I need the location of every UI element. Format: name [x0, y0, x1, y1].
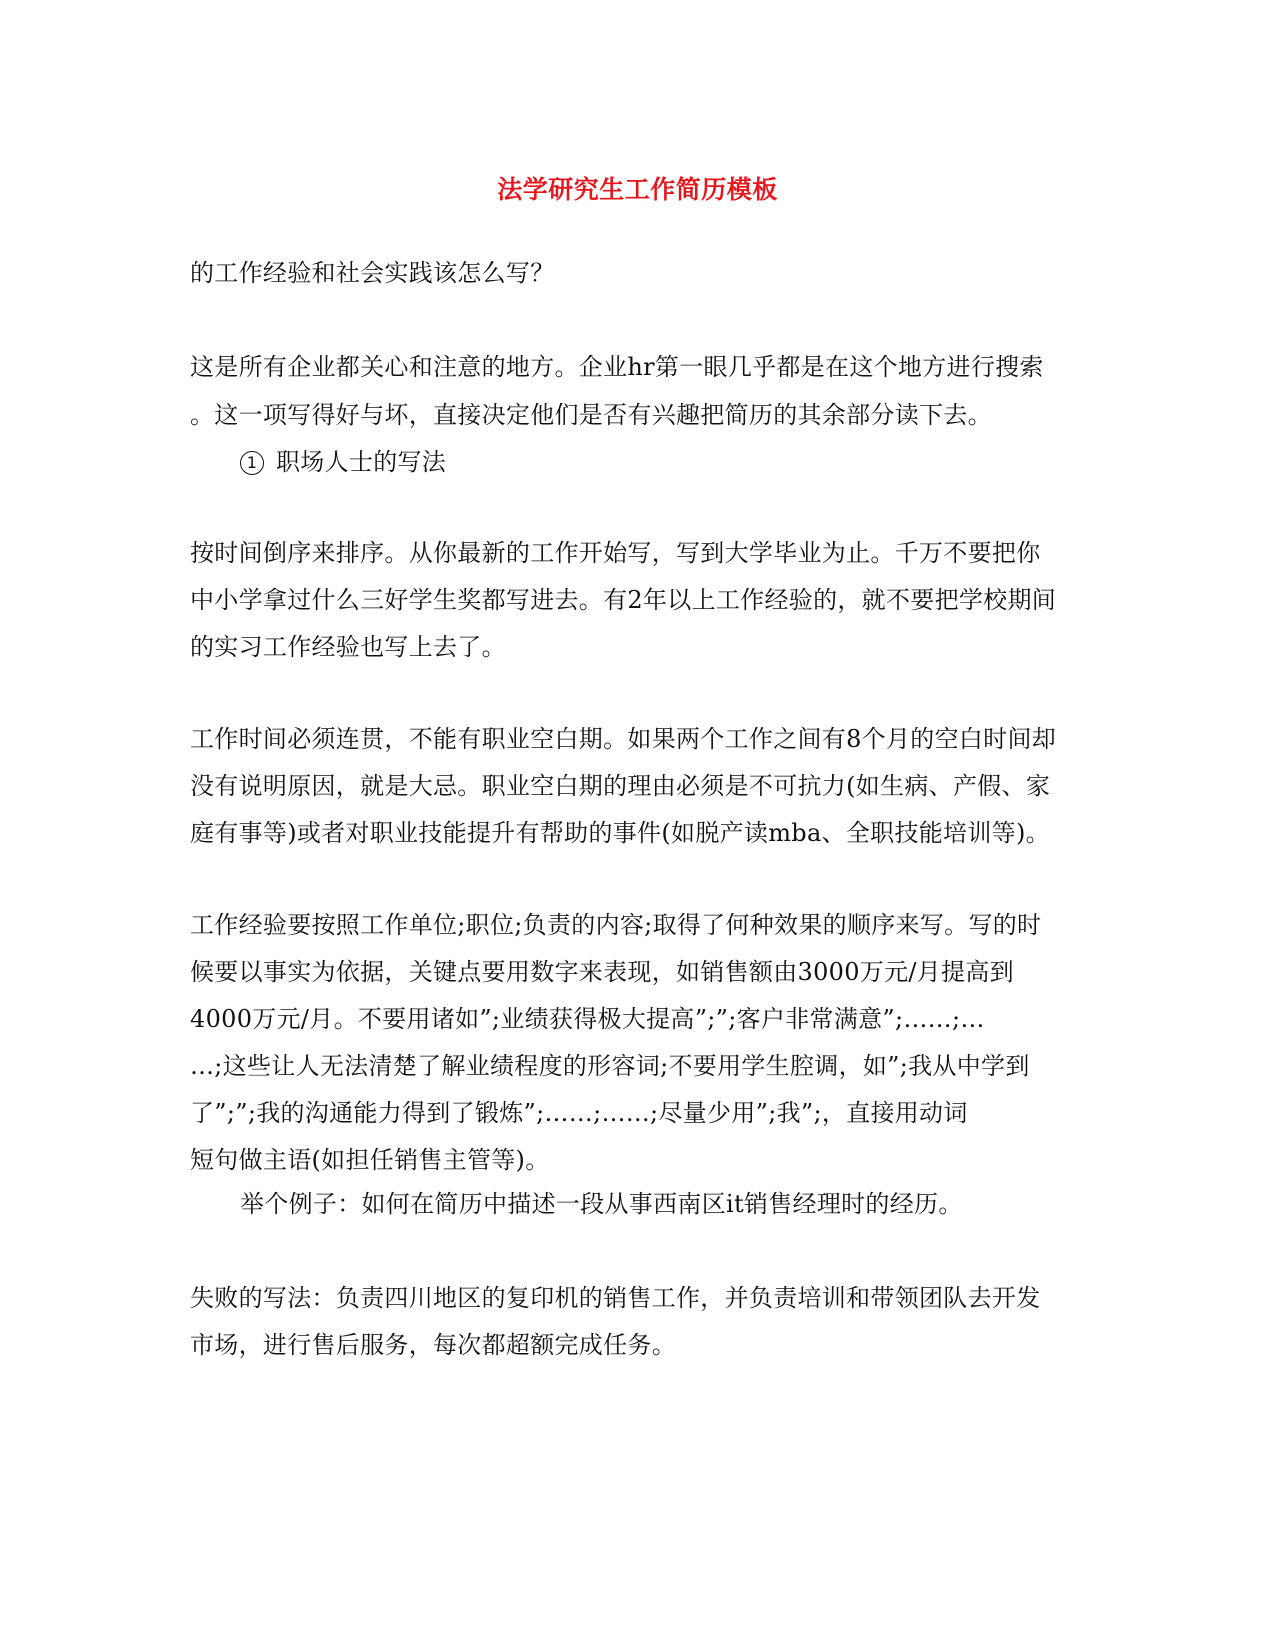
paragraph-line: 的工作经验和社会实践该怎么写？ — [190, 259, 555, 287]
paragraph-line: 庭有事等)或者对职业技能提升有帮助的事件(如脱产读mba、全职技能培训等)。 — [190, 819, 1050, 847]
paragraph-line: 4000万元/月。不要用诸如”;业绩获得极大提高”;”;客户非常满意”;……;… — [190, 1005, 985, 1033]
document-title: 法学研究生工作简历模板 — [497, 175, 778, 204]
list-item-label: 职场人士的写法 — [276, 448, 447, 476]
paragraph-line: 没有说明原因，就是大忌。职业空白期的理由必须是不可抗力(如生病、产假、家 — [190, 772, 1051, 800]
list-item — [240, 447, 446, 477]
circled-number-marker: 1 — [240, 451, 264, 475]
paragraph-line: 短句做主语(如担任销售主管等)。 — [190, 1146, 550, 1174]
paragraph-line: 市场，进行售后服务，每次都超额完成任务。 — [190, 1331, 676, 1359]
paragraph-line: 举个例子：如何在简历中描述一段从事西南区it销售经理时的经历。 — [240, 1190, 963, 1218]
paragraph-line: 了”;”;我的沟通能力得到了锻炼”;……;……;尽量少用”;我”;，直接用动词 — [190, 1099, 968, 1127]
paragraph-line: 失败的写法：负责四川地区的复印机的销售工作，并负责培训和带领团队去开发 — [190, 1284, 1041, 1312]
paragraph-line: 工作时间必须连贯，不能有职业空白期。如果两个工作之间有8个月的空白时间却 — [190, 725, 1057, 753]
paragraph-line: 工作经验要按照工作单位;职位;负责的内容;取得了何种效果的顺序来写。写的时 — [190, 911, 1042, 939]
paragraph-line: 这是所有企业都关心和注意的地方。企业hr第一眼几乎都是在这个地方进行搜索 — [190, 353, 1044, 381]
paragraph-line: 的实习工作经验也写上去了。 — [190, 633, 506, 661]
paragraph-line: 中小学拿过什么三好学生奖都写进去。有2年以上工作经验的，就不要把学校期间 — [190, 586, 1057, 614]
paragraph-line: …;这些让人无法清楚了解业绩程度的形容词;不要用学生腔调，如”;我从中学到 — [190, 1052, 1030, 1080]
paragraph-line: 。这一项写得好与坏，直接决定他们是否有兴趣把简历的其余部分读下去。 — [190, 401, 992, 429]
paragraph-line: 候要以事实为依据，关键点要用数字来表现，如销售额由3000万元/月提高到 — [190, 958, 1014, 986]
paragraph-line: 按时间倒序来排序。从你最新的工作开始写，写到大学毕业为止。千万不要把你 — [190, 539, 1041, 567]
